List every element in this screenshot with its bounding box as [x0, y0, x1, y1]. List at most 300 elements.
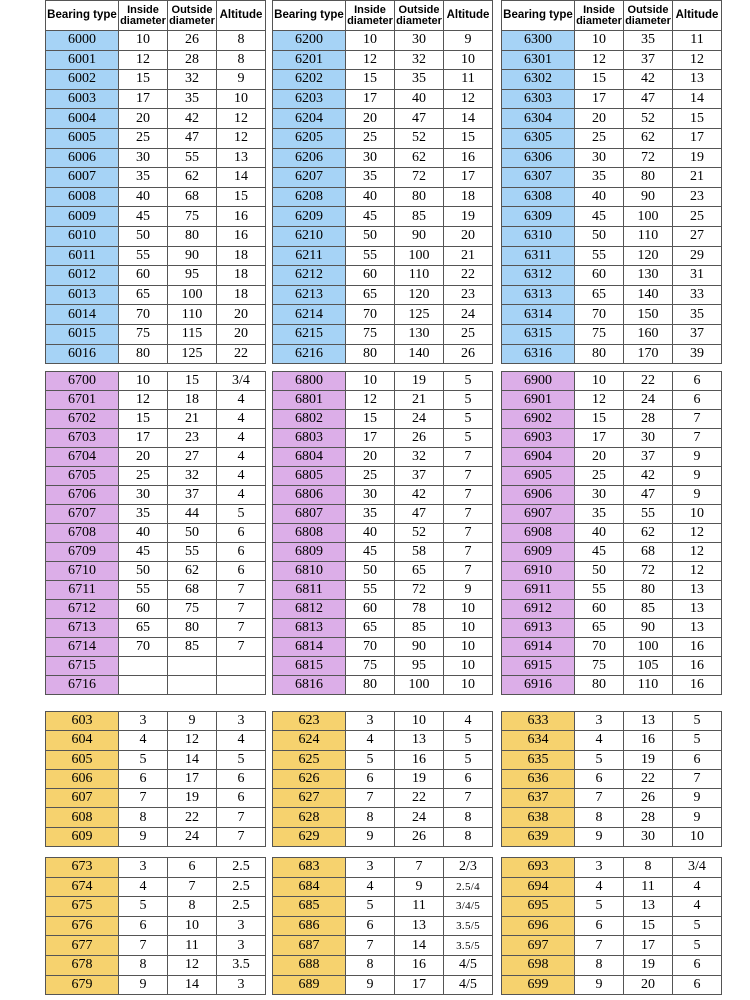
inside-diameter-cell: 15: [575, 70, 624, 90]
inside-diameter-cell: 6: [119, 769, 168, 788]
bearing-type-cell: 6000: [46, 31, 119, 51]
bearing-type-cell: 6715: [46, 657, 119, 676]
outside-diameter-cell: 17: [395, 975, 444, 995]
bearing-type-cell: 687: [273, 936, 346, 956]
altitude-cell: 8: [217, 50, 266, 70]
bearing-type-cell: 6010: [46, 226, 119, 246]
table-row: [502, 448, 722, 467]
inside-diameter-cell: 65: [119, 285, 168, 305]
inside-diameter-cell: 7: [119, 936, 168, 956]
table-row: [46, 543, 266, 562]
inside-diameter-cell: 4: [119, 877, 168, 897]
inside-diameter-cell: 40: [575, 187, 624, 207]
bearing-type-cell: 6215: [273, 324, 346, 344]
altitude-cell: 35: [673, 305, 722, 325]
inside-diameter-cell: 12: [575, 50, 624, 70]
outside-diameter-cell: 32: [395, 448, 444, 467]
table-row: [273, 372, 493, 391]
outside-diameter-cell: 13: [624, 712, 673, 731]
bearing-type-cell: 6702: [46, 410, 119, 429]
altitude-cell: 37: [673, 324, 722, 344]
outside-diameter-cell: 90: [624, 187, 673, 207]
altitude-cell: 3: [217, 916, 266, 936]
bearing-type-cell: 604: [46, 731, 119, 750]
altitude-cell: 39: [673, 344, 722, 364]
bearing-type-cell: 6808: [273, 524, 346, 543]
inside-diameter-cell: 35: [346, 505, 395, 524]
outside-diameter-cell: 125: [395, 305, 444, 325]
altitude-cell: 4/5: [444, 955, 493, 975]
altitude-cell: 4: [217, 731, 266, 750]
inside-diameter-cell: 40: [575, 524, 624, 543]
altitude-cell: 9: [673, 448, 722, 467]
bearing-type-cell: 606: [46, 769, 119, 788]
altitude-cell: 3: [217, 936, 266, 956]
altitude-cell: 4: [444, 712, 493, 731]
bearing-type-cell: 6914: [502, 638, 575, 657]
table-row: [502, 657, 722, 676]
table-row: [502, 858, 722, 878]
table-row: [46, 31, 266, 51]
table-row: [46, 916, 266, 936]
altitude-cell: 12: [673, 543, 722, 562]
altitude-cell: 16: [673, 676, 722, 695]
outside-diameter-cell: 62: [624, 128, 673, 148]
table-row: [46, 505, 266, 524]
table-row: [46, 638, 266, 657]
table-row: [46, 410, 266, 429]
header-bearing-type: Bearing type: [273, 1, 346, 31]
bearing-type-cell: 6213: [273, 285, 346, 305]
table-row: [273, 305, 493, 325]
inside-diameter-cell: 7: [346, 936, 395, 956]
outside-diameter-cell: 105: [624, 657, 673, 676]
table-row: [273, 410, 493, 429]
table-row: [502, 975, 722, 995]
altitude-cell: 4: [673, 897, 722, 917]
bearing-table-series-60x: [45, 711, 266, 847]
outside-diameter-cell: 26: [624, 789, 673, 808]
outside-diameter-cell: 24: [168, 827, 217, 846]
inside-diameter-cell: 65: [119, 619, 168, 638]
table-row: [273, 676, 493, 695]
table-row: [502, 619, 722, 638]
outside-diameter-cell: 35: [624, 31, 673, 51]
table-row: [46, 897, 266, 917]
altitude-cell: 11: [444, 70, 493, 90]
inside-diameter-cell: 3: [346, 712, 395, 731]
inside-diameter-cell: 80: [575, 344, 624, 364]
table-row: [273, 750, 493, 769]
outside-diameter-cell: 58: [395, 543, 444, 562]
altitude-cell: 7: [217, 619, 266, 638]
outside-diameter-cell: 24: [395, 808, 444, 827]
outside-diameter-cell: 19: [395, 372, 444, 391]
outside-diameter-cell: 42: [168, 109, 217, 129]
table-row: [46, 148, 266, 168]
inside-diameter-cell: 45: [346, 543, 395, 562]
outside-diameter-cell: 24: [395, 410, 444, 429]
bearing-type-cell: 6802: [273, 410, 346, 429]
altitude-cell: 7: [217, 581, 266, 600]
inside-diameter-cell: 55: [119, 581, 168, 600]
altitude-cell: 16: [444, 148, 493, 168]
table-row: [502, 168, 722, 188]
bearing-type-cell: 6810: [273, 562, 346, 581]
inside-diameter-cell: 6: [119, 916, 168, 936]
outside-diameter-cell: 37: [395, 467, 444, 486]
altitude-cell: 9: [673, 808, 722, 827]
outside-diameter-cell: 28: [168, 50, 217, 70]
altitude-cell: 5: [673, 916, 722, 936]
altitude-cell: 6: [217, 789, 266, 808]
table-row: [273, 827, 493, 846]
bearing-type-cell: 6303: [502, 89, 575, 109]
bearing-type-cell: 6909: [502, 543, 575, 562]
bearing-type-cell: 6900: [502, 372, 575, 391]
outside-diameter-cell: 90: [395, 638, 444, 657]
table-row: [46, 769, 266, 788]
bearing-table-series-60: [45, 0, 266, 364]
bearing-type-cell: 684: [273, 877, 346, 897]
inside-diameter-cell: 12: [575, 391, 624, 410]
bearing-type-cell: 6904: [502, 448, 575, 467]
inside-diameter-cell: 12: [119, 391, 168, 410]
inside-diameter-cell: 60: [346, 266, 395, 286]
outside-diameter-cell: 24: [624, 391, 673, 410]
table-row: [273, 148, 493, 168]
outside-diameter-cell: 72: [624, 148, 673, 168]
bearing-type-cell: 6803: [273, 429, 346, 448]
outside-diameter-cell: 120: [395, 285, 444, 305]
inside-diameter-cell: 25: [119, 467, 168, 486]
outside-diameter-cell: 32: [168, 70, 217, 90]
table-row: [273, 344, 493, 364]
bearing-type-cell: 6713: [46, 619, 119, 638]
altitude-cell: 4: [217, 448, 266, 467]
bearing-type-cell: 6009: [46, 207, 119, 227]
altitude-cell: 16: [217, 207, 266, 227]
header-inside-diameter: Inside diameter: [575, 1, 624, 31]
table-row: [502, 897, 722, 917]
outside-diameter-cell: 44: [168, 505, 217, 524]
altitude-cell: 10: [444, 638, 493, 657]
outside-diameter-cell: 140: [624, 285, 673, 305]
table-row: [46, 600, 266, 619]
outside-diameter-cell: 100: [168, 285, 217, 305]
altitude-cell: 3.5/5: [444, 936, 493, 956]
outside-diameter-cell: 14: [395, 936, 444, 956]
inside-diameter-cell: 50: [575, 562, 624, 581]
bearing-type-cell: 628: [273, 808, 346, 827]
bearing-type-cell: 6913: [502, 619, 575, 638]
table-row: [273, 877, 493, 897]
inside-diameter-cell: 7: [575, 789, 624, 808]
header-altitude: Altitude: [217, 1, 266, 31]
bearing-type-cell: 6903: [502, 429, 575, 448]
bearing-type-cell: 6711: [46, 581, 119, 600]
outside-diameter-cell: 80: [624, 581, 673, 600]
inside-diameter-cell: 70: [119, 305, 168, 325]
table-row: [502, 128, 722, 148]
bearing-type-cell: 6716: [46, 676, 119, 695]
altitude-cell: 20: [444, 226, 493, 246]
altitude-cell: 9: [444, 31, 493, 51]
altitude-cell: 15: [217, 187, 266, 207]
altitude-cell: 2.5: [217, 897, 266, 917]
outside-diameter-cell: [168, 676, 217, 695]
table-row: [273, 467, 493, 486]
inside-diameter-cell: 4: [575, 877, 624, 897]
bearing-type-cell: 6712: [46, 600, 119, 619]
inside-diameter-cell: 8: [346, 808, 395, 827]
table-row: [502, 207, 722, 227]
bearing-type-cell: 6313: [502, 285, 575, 305]
outside-diameter-cell: 100: [624, 638, 673, 657]
bearing-type-cell: 6305: [502, 128, 575, 148]
altitude-cell: 20: [217, 324, 266, 344]
altitude-cell: 21: [673, 168, 722, 188]
bearing-type-cell: 679: [46, 975, 119, 995]
header-row: [502, 1, 722, 31]
table-row: [46, 187, 266, 207]
bearing-type-cell: 6705: [46, 467, 119, 486]
table-row: [273, 600, 493, 619]
inside-diameter-cell: 8: [346, 955, 395, 975]
table-row: [273, 70, 493, 90]
altitude-cell: 33: [673, 285, 722, 305]
inside-diameter-cell: 7: [346, 789, 395, 808]
altitude-cell: 7: [673, 429, 722, 448]
altitude-cell: 18: [217, 246, 266, 266]
table-row: [502, 936, 722, 956]
altitude-cell: 6: [217, 562, 266, 581]
outside-diameter-cell: 13: [624, 897, 673, 917]
outside-diameter-cell: 12: [168, 731, 217, 750]
bearing-type-cell: 6200: [273, 31, 346, 51]
inside-diameter-cell: 20: [575, 448, 624, 467]
altitude-cell: 9: [444, 581, 493, 600]
outside-diameter-cell: 17: [624, 936, 673, 956]
inside-diameter-cell: 60: [119, 266, 168, 286]
altitude-cell: 2/3: [444, 858, 493, 878]
table-row: [273, 916, 493, 936]
outside-diameter-cell: 30: [395, 31, 444, 51]
table-row: [273, 955, 493, 975]
outside-diameter-cell: 80: [168, 619, 217, 638]
table-row: [273, 581, 493, 600]
bearing-type-cell: 6014: [46, 305, 119, 325]
table-row: [46, 448, 266, 467]
inside-diameter-cell: 45: [119, 207, 168, 227]
bearing-type-cell: 6216: [273, 344, 346, 364]
altitude-cell: 4: [217, 486, 266, 505]
outside-diameter-cell: 35: [168, 89, 217, 109]
table-row: [273, 246, 493, 266]
table-row: [502, 600, 722, 619]
table-row: [502, 50, 722, 70]
outside-diameter-cell: 130: [395, 324, 444, 344]
header-row: [46, 1, 266, 31]
outside-diameter-cell: 100: [624, 207, 673, 227]
bearing-type-cell: 6214: [273, 305, 346, 325]
inside-diameter-cell: 10: [346, 372, 395, 391]
inside-diameter-cell: 9: [119, 975, 168, 995]
altitude-cell: 7: [217, 638, 266, 657]
outside-diameter-cell: 16: [395, 750, 444, 769]
altitude-cell: 6: [444, 769, 493, 788]
outside-diameter-cell: 55: [168, 543, 217, 562]
bearing-type-cell: 636: [502, 769, 575, 788]
outside-diameter-cell: 42: [395, 486, 444, 505]
bearing-type-cell: 685: [273, 897, 346, 917]
altitude-cell: 7: [444, 486, 493, 505]
inside-diameter-cell: 80: [346, 676, 395, 695]
inside-diameter-cell: 9: [119, 827, 168, 846]
table-row: [273, 207, 493, 227]
inside-diameter-cell: 17: [119, 89, 168, 109]
outside-diameter-cell: 85: [395, 619, 444, 638]
outside-diameter-cell: 68: [624, 543, 673, 562]
outside-diameter-cell: 9: [168, 712, 217, 731]
bearing-type-cell: 6004: [46, 109, 119, 129]
bearing-type-cell: 699: [502, 975, 575, 995]
table-row: [502, 808, 722, 827]
outside-diameter-cell: 22: [168, 808, 217, 827]
table-row: [46, 955, 266, 975]
table-row: [46, 789, 266, 808]
altitude-cell: 7: [444, 562, 493, 581]
bearing-type-cell: 697: [502, 936, 575, 956]
inside-diameter-cell: 40: [119, 524, 168, 543]
bearing-table-series-69x: [501, 857, 722, 995]
altitude-cell: 7: [673, 410, 722, 429]
inside-diameter-cell: 45: [575, 207, 624, 227]
bearing-type-cell: 675: [46, 897, 119, 917]
altitude-cell: 7: [444, 524, 493, 543]
outside-diameter-cell: 140: [395, 344, 444, 364]
altitude-cell: 4: [217, 467, 266, 486]
table-row: [46, 89, 266, 109]
bearing-type-cell: 6906: [502, 486, 575, 505]
table-row: [46, 207, 266, 227]
bearing-type-cell: 637: [502, 789, 575, 808]
table-row: [502, 467, 722, 486]
table-row: [273, 486, 493, 505]
table-row: [273, 858, 493, 878]
bearing-type-cell: 634: [502, 731, 575, 750]
bearing-type-cell: 607: [46, 789, 119, 808]
outside-diameter-cell: 19: [624, 955, 673, 975]
bearing-type-cell: 6306: [502, 148, 575, 168]
altitude-cell: 10: [444, 619, 493, 638]
bearing-type-cell: 678: [46, 955, 119, 975]
altitude-cell: [217, 676, 266, 695]
bearing-type-cell: 6003: [46, 89, 119, 109]
altitude-cell: 3: [217, 712, 266, 731]
inside-diameter-cell: 35: [575, 168, 624, 188]
table-row: [46, 877, 266, 897]
bearing-type-cell: 688: [273, 955, 346, 975]
bearing-type-cell: 6016: [46, 344, 119, 364]
inside-diameter-cell: 30: [346, 486, 395, 505]
altitude-cell: 5: [444, 372, 493, 391]
inside-diameter-cell: 8: [119, 808, 168, 827]
inside-diameter-cell: 75: [119, 324, 168, 344]
inside-diameter-cell: 75: [575, 657, 624, 676]
inside-diameter-cell: 17: [346, 89, 395, 109]
altitude-cell: 3: [217, 975, 266, 995]
inside-diameter-cell: 17: [119, 429, 168, 448]
altitude-cell: 10: [673, 827, 722, 846]
altitude-cell: 7: [444, 543, 493, 562]
bearing-type-cell: 6308: [502, 187, 575, 207]
outside-diameter-cell: 55: [168, 148, 217, 168]
altitude-cell: 9: [673, 486, 722, 505]
bearing-type-cell: 6309: [502, 207, 575, 227]
outside-diameter-cell: 72: [395, 168, 444, 188]
bearing-type-cell: 689: [273, 975, 346, 995]
table-row: [46, 70, 266, 90]
inside-diameter-cell: 6: [346, 769, 395, 788]
inside-diameter-cell: 65: [575, 619, 624, 638]
outside-diameter-cell: 28: [624, 410, 673, 429]
inside-diameter-cell: 60: [119, 600, 168, 619]
altitude-cell: 26: [444, 344, 493, 364]
inside-diameter-cell: 5: [575, 897, 624, 917]
inside-diameter-cell: 20: [119, 109, 168, 129]
outside-diameter-cell: 42: [624, 70, 673, 90]
altitude-cell: 12: [673, 562, 722, 581]
inside-diameter-cell: 5: [119, 750, 168, 769]
inside-diameter-cell: 3: [346, 858, 395, 878]
altitude-cell: 6: [673, 955, 722, 975]
table-row: [502, 638, 722, 657]
bearing-type-cell: 605: [46, 750, 119, 769]
outside-diameter-cell: 90: [624, 619, 673, 638]
inside-diameter-cell: [119, 657, 168, 676]
bearing-type-cell: 6910: [502, 562, 575, 581]
table-row: [502, 581, 722, 600]
altitude-cell: 4/5: [444, 975, 493, 995]
altitude-cell: 12: [673, 524, 722, 543]
altitude-cell: 12: [217, 109, 266, 129]
table-row: [273, 266, 493, 286]
bearing-type-cell: 624: [273, 731, 346, 750]
table-row: [46, 226, 266, 246]
altitude-cell: 2.5: [217, 877, 266, 897]
bearing-type-cell: 6011: [46, 246, 119, 266]
outside-diameter-cell: 50: [168, 524, 217, 543]
outside-diameter-cell: 72: [395, 581, 444, 600]
table-row: [46, 975, 266, 995]
table-row: [502, 70, 722, 90]
table-row: [502, 285, 722, 305]
inside-diameter-cell: 55: [575, 246, 624, 266]
bearing-table-series-68x: [272, 857, 493, 995]
altitude-cell: 29: [673, 246, 722, 266]
bearing-type-cell: 6209: [273, 207, 346, 227]
inside-diameter-cell: 20: [346, 109, 395, 129]
outside-diameter-cell: 75: [168, 600, 217, 619]
outside-diameter-cell: 110: [624, 676, 673, 695]
inside-diameter-cell: 5: [346, 750, 395, 769]
altitude-cell: 10: [444, 676, 493, 695]
inside-diameter-cell: 6: [575, 769, 624, 788]
inside-diameter-cell: 20: [119, 448, 168, 467]
inside-diameter-cell: 10: [575, 372, 624, 391]
altitude-cell: 5: [673, 936, 722, 956]
